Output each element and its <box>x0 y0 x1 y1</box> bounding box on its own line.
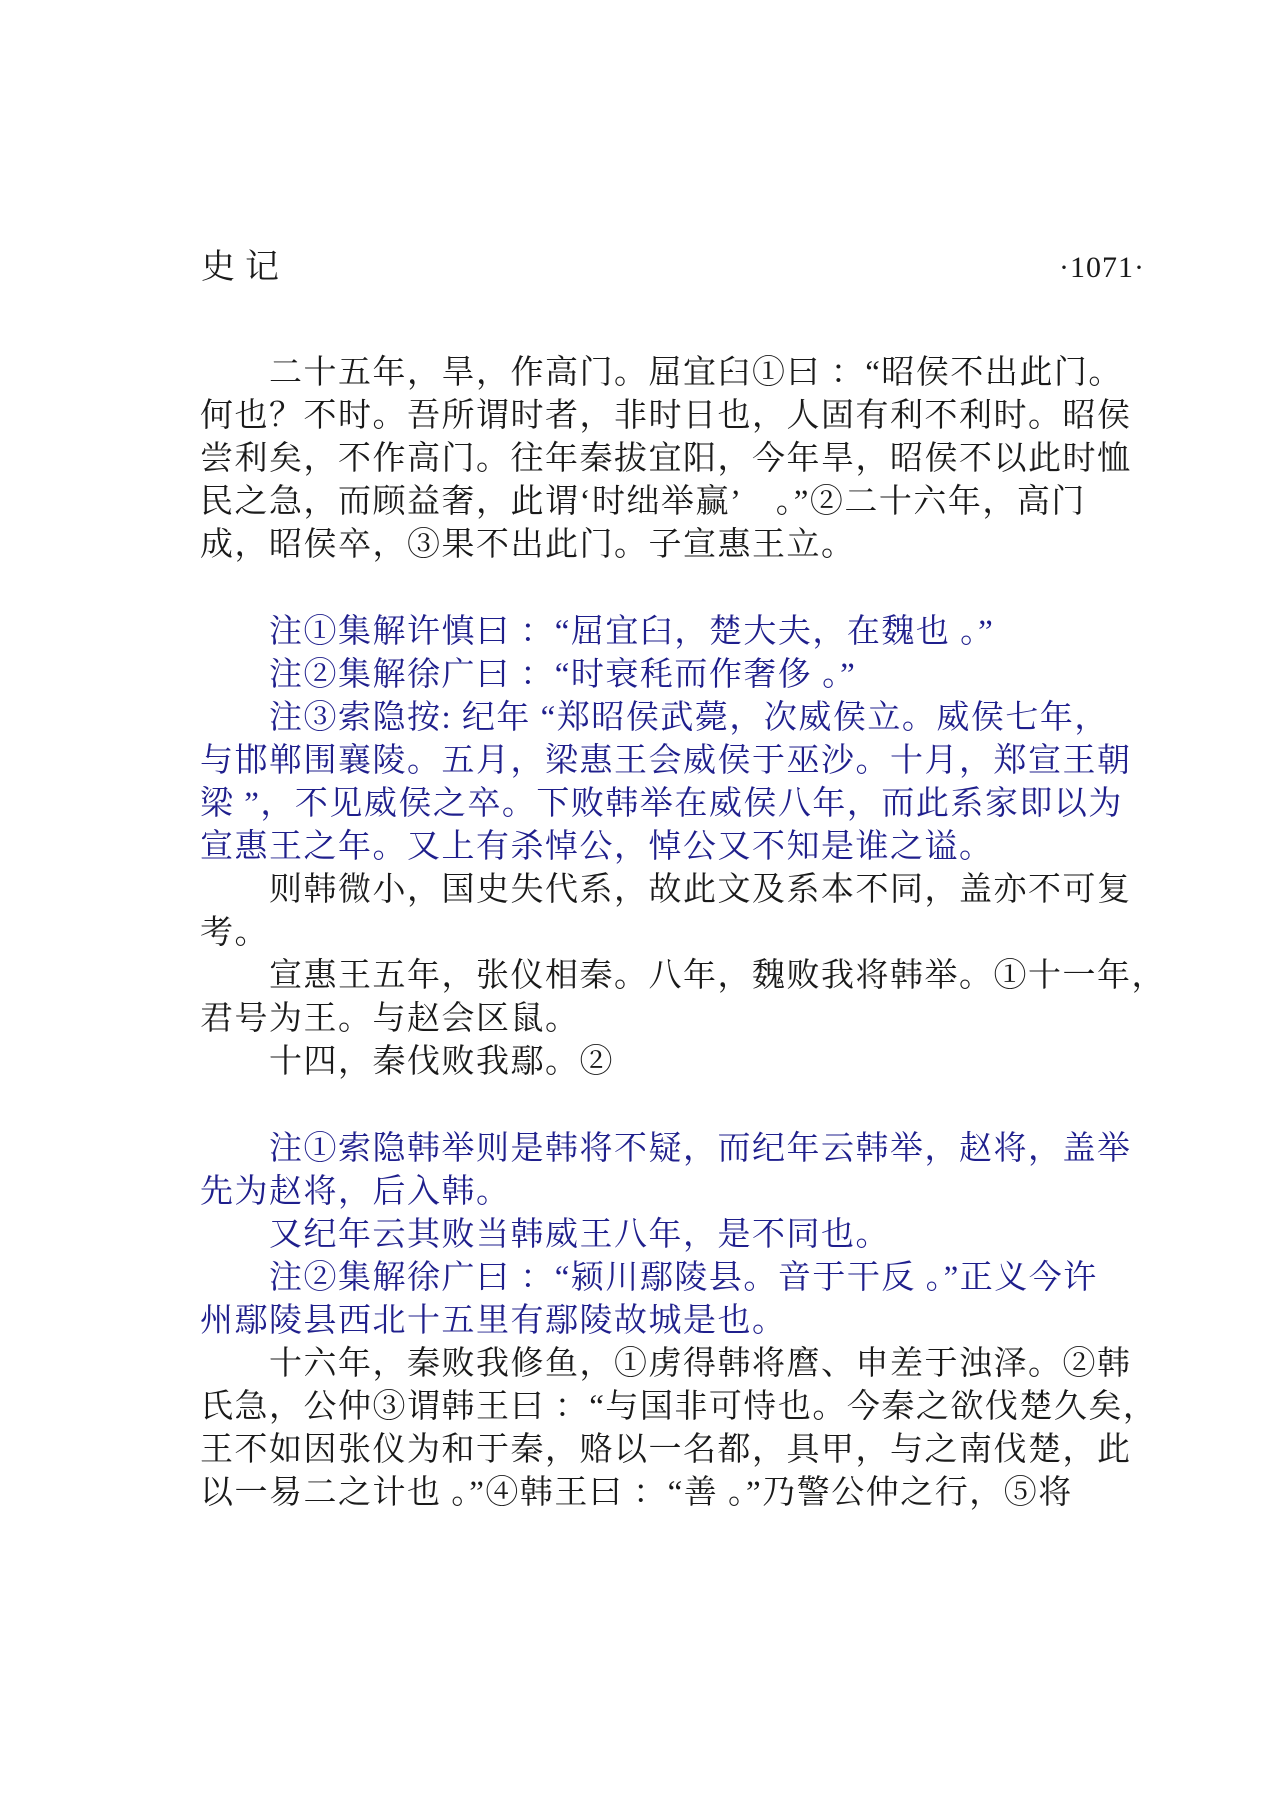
page-header-page-number: ·1071· <box>1059 251 1145 284</box>
text-line: 则韩微小，国史失代系，故此文及系本不同，盖亦不可复 <box>269 872 1132 908</box>
text-line: 民之急，而顾益奢，此谓‘时绌举赢’ 。”②二十六年，高门 <box>200 484 1086 520</box>
annotation-line: 注②集解徐广曰 ：“时衰秏而作奢侈 。” <box>269 657 857 693</box>
annotation-line: 梁 ”，不见威侯之卒。下败韩举在威侯八年，而此系家即以为 <box>200 786 1123 822</box>
annotation-line: 州鄢陵县西北十五里有鄢陵故城是也。 <box>200 1303 787 1339</box>
text-body <box>200 352 1166 1515</box>
text-line: 宣惠王五年，张仪相秦。八年，魏败我将韩举。①十一年， <box>269 958 1166 994</box>
text-line: 何也？不时。吾所谓时者，非时日也，人固有利不利时。昭侯 <box>200 398 1132 434</box>
annotation-line: 先为赵将，后入韩。 <box>200 1174 511 1210</box>
annotation-line: 又纪年云其败当韩威王八年，是不同也。 <box>269 1217 890 1253</box>
text-line: 十四，秦伐败我鄢。② <box>269 1044 614 1080</box>
annotation-line: 注①索隐韩举则是韩将不疑，而纪年云韩举，赵将，盖举 <box>269 1131 1132 1167</box>
text-line: 二十五年，旱，作高门。屈宜臼①曰 ：“昭侯不出此门。 <box>269 355 1123 391</box>
text-line: 以一易二之计也 。”④韩王曰 ：“善 。”乃警公仲之行，⑤将 <box>200 1475 1073 1511</box>
text-line: 氏急，公仲③谓韩王曰 ：“与国非可恃也。今秦之欲伐楚久矣， <box>200 1389 1158 1425</box>
annotation-line: 注②集解徐广曰 ：“颍川鄢陵县。音于干反 。”正义今许 <box>269 1260 1098 1296</box>
text-line: 成，昭侯卒，③果不出此门。子宣惠王立。 <box>200 527 856 563</box>
text-line: 君号为王。与赵会区鼠。 <box>200 1001 580 1037</box>
page-header-book-title: 史记 <box>201 249 289 286</box>
text-line: 尝利矣，不作高门。往年秦拔宜阳，今年旱，昭侯不以此时恤 <box>200 441 1132 477</box>
text-line: 考。 <box>200 915 269 951</box>
annotation-line: 注①集解许慎曰 ：“屈宜臼，楚大夫，在魏也 。” <box>269 614 995 650</box>
text-line: 十六年，秦败我修鱼，①虏得韩将麿、申差于浊泽。②韩 <box>269 1346 1132 1382</box>
annotation-line: 注③索隐按: 纪年 “郑昭侯武薨，次威侯立。威侯七年， <box>269 700 1109 736</box>
text-line: 王不如因张仪为和于秦，赂以一名都，具甲，与之南伐楚，此 <box>200 1432 1132 1468</box>
annotation-line: 与邯郸围襄陵。五月，梁惠王会威侯于巫沙。十月，郑宣王朝 <box>200 743 1132 779</box>
annotation-line: 宣惠王之年。又上有杀悼公，悼公又不知是谁之谥。 <box>200 829 994 865</box>
